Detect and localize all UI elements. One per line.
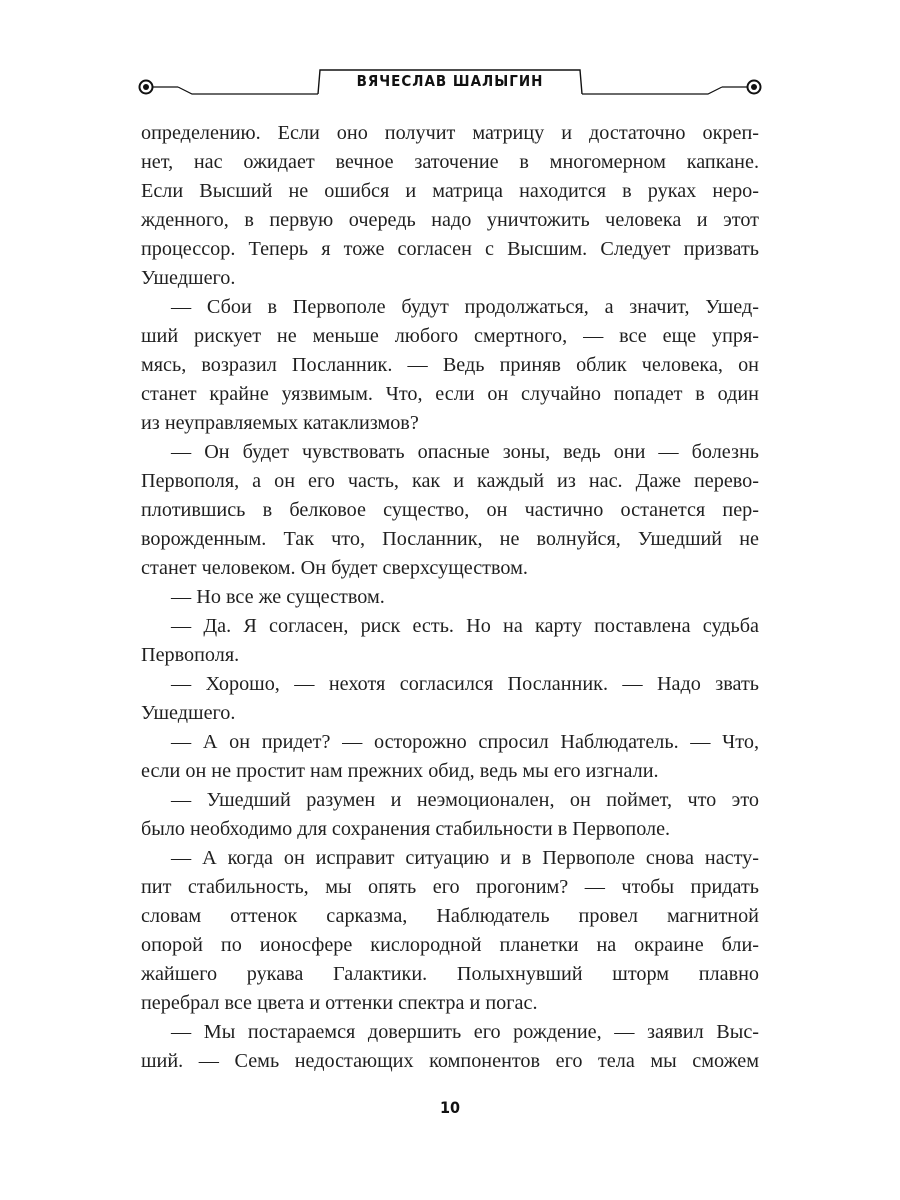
text-line: — Мы постараемся довершить его рождение, — заявил Выс-: [171, 1021, 759, 1043]
text-line: жденного, в первую очередь надо уничтожить человека и этот: [141, 209, 759, 231]
text-line: Первополя, а он его часть, как и каждый из нас. Даже перево-: [141, 470, 759, 492]
body-text: [141, 119, 759, 1076]
text-line: Первополя.: [141, 644, 240, 666]
text-line: перебрал все цвета и оттенки спектра и погас.: [141, 992, 538, 1014]
text-line: — Сбои в Первополе будут продолжаться, а значит, Ушед-: [171, 296, 759, 318]
text-line: ший рискует не меньше любого смертного, — все еще упря-: [141, 325, 759, 347]
page-number: 10: [439, 1098, 461, 1117]
text-line: словам оттенок сарказма, Наблюдатель провел магнитной: [141, 905, 759, 927]
text-line: жайшего рукава Галактики. Полыхнувший шторм плавно: [141, 963, 759, 985]
text-line: — Да. Я согласен, риск есть. Но на карту поставлена судьба: [171, 615, 759, 637]
text-line: определению. Если оно получит матрицу и достаточно окреп-: [141, 122, 759, 144]
running-head-author: ВЯЧЕСЛАВ ШАЛЫГИН: [356, 72, 544, 90]
text-line: нет, нас ожидает вечное заточение в многомерном капкане.: [141, 151, 759, 173]
text-line: — А когда он исправит ситуацию и в Первополе снова насту-: [171, 847, 759, 869]
text-line: — Хорошо, — нехотя согласился Посланник. — Надо звать: [171, 673, 759, 695]
text-line: процессор. Теперь я тоже согласен с Высшим. Следует призвать: [141, 238, 759, 260]
text-line: мясь, возразил Посланник. — Ведь приняв облик человека, он: [141, 354, 759, 376]
text-line: было необходимо для сохранения стабильности в Первополе.: [141, 818, 671, 840]
text-line: ший. — Семь недостающих компонентов его тела мы сможем: [141, 1050, 759, 1072]
text-line: Если Высший не ошибся и матрица находится в руках неро-: [141, 180, 759, 202]
text-line: из неуправляемых катаклизмов?: [141, 412, 419, 434]
text-line: — Он будет чувствовать опасные зоны, ведь они — болезнь: [171, 441, 759, 463]
text-line: если он не простит нам прежних обид, ведь мы его изгнали.: [141, 760, 659, 782]
text-line: — А он придет? — осторожно спросил Наблюдатель. — Что,: [171, 731, 759, 753]
text-line: опорой по ионосфере кислородной планетки на окраине бли-: [141, 934, 759, 956]
text-line: ворожденным. Так что, Посланник, не волнуйся, Ушедший не: [141, 528, 759, 550]
text-line: Ушедшего.: [141, 702, 236, 724]
running-head: [130, 60, 770, 100]
text-line: плотившись в белковое существо, он частично останется пер-: [141, 499, 759, 521]
text-line: станет человеком. Он будет сверхсуществом.: [141, 557, 528, 579]
text-line: пит стабильность, мы опять его прогоним? — чтобы придать: [141, 876, 759, 898]
text-line: станет крайне уязвимым. Что, если он случайно попадет в один: [141, 383, 759, 405]
text-line: Ушедшего.: [141, 267, 236, 289]
text-line: — Ушедший разумен и неэмоционален, он поймет, что это: [171, 789, 759, 811]
text-line: — Но все же существом.: [171, 586, 385, 608]
